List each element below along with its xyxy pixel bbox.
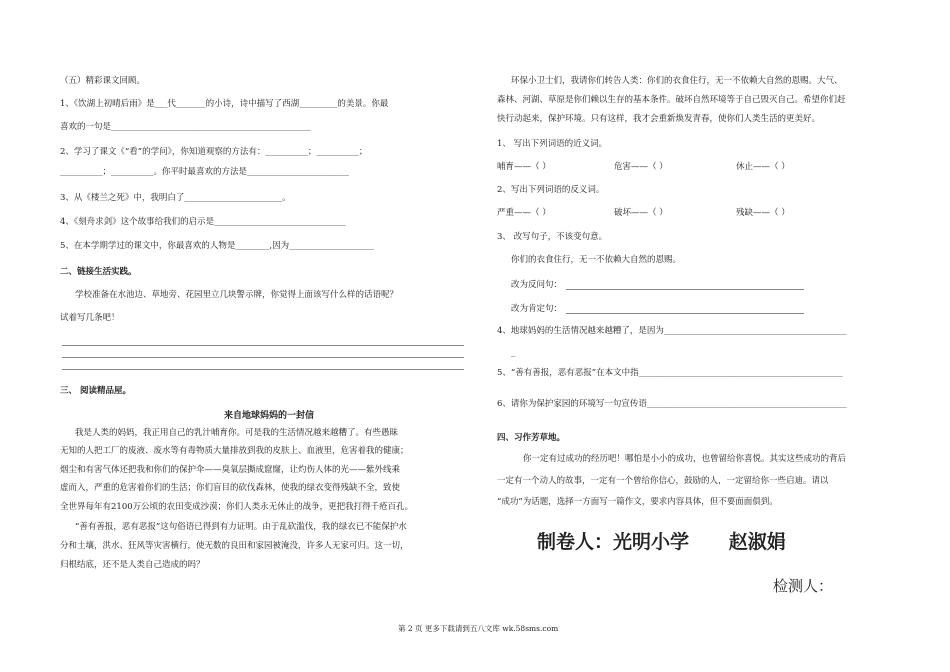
letter-line: 森林、河湖、草原是你们赖以生存的基本条件。破坏自然环境等于自己毁灭自己。希望你们赶 xyxy=(497,95,846,105)
rewrite-sentence: 你们的衣食住行，无一不依赖大自然的恩赐。 xyxy=(511,255,682,265)
synonym-item: 危害——（ ） xyxy=(614,162,668,172)
answer-line xyxy=(566,289,804,290)
section-four-heading: 四、习作芳草地。 xyxy=(497,433,566,443)
question-r3: 3、 改写句子，不该变句意。 xyxy=(497,232,608,242)
question-4: 4、《刻舟求剑》这个故事给我们的启示是_______________________________ xyxy=(60,217,346,227)
checker-label: 检测人： xyxy=(773,577,834,595)
article-line: 无知的人把工厂的废液、废水等有毒物质大量排放到我的皮肤上、血液里，危害着我的健康； xyxy=(60,446,409,456)
antonym-item: 残缺——（ ） xyxy=(736,208,790,218)
question-1-cont: 喜欢的一句是_______________________________________________ xyxy=(60,122,311,132)
section-two-prompt: 学校准备在水池边、草地旁、花园里立几块警示牌，你觉得上面该写什么样的话语呢？ xyxy=(75,290,399,300)
question-3: 3、从《楼兰之死》中，我明白了_______________________。 xyxy=(60,193,291,203)
letter-line: 快行动起来，保护环境。只有这样，我才会重新焕发青春，使你们人类生活的更美好。 xyxy=(497,114,821,124)
question-1: 1、《饮湖上初晴后雨》是___代_______的小诗，诗中描写了西湖_________的美景。你最 xyxy=(60,99,389,109)
section-two-prompt-cont: 试着写几条吧！ xyxy=(60,313,120,323)
answer-line xyxy=(62,369,464,370)
antonym-item: 破坏——（ ） xyxy=(614,208,668,218)
synonym-item: 哺育——（ ） xyxy=(497,162,551,172)
article-line: 全世界每年有2100万公顷的农田变成沙漠；你们人类永无休止的战争，更把我打得千疮百孔。 xyxy=(60,502,414,512)
section-three-heading: 三、 阅读精品屋。 xyxy=(60,386,131,396)
article-line: 归根结底，还不是人类自己造成的吗？ xyxy=(60,560,205,570)
rewrite-affirmative-label: 改为肯定句： xyxy=(511,304,563,314)
question-r2: 2、写出下列词语的反义词。 xyxy=(497,185,605,195)
question-r6: 6、请你为保护家园的环境写一句宣传语_______________________________________________ xyxy=(497,399,847,409)
article-line: 烟尘和有害气体还把我和你们的保护伞——臭氧层撕成窟窿，让灼伤人体的光——紫外线乘 xyxy=(60,465,401,475)
section-five-heading: （五）精彩课文回顾。 xyxy=(60,76,146,86)
composition-line: 你一定有过成功的经历吧！哪怕是小小的成功，也曾留给你喜悦。其实这些成功的背后 xyxy=(523,454,847,464)
letter-line: 环保小卫士们，我请你们转告人类：你们的衣食住行，无一不依赖大自然的恩赐。大气、 xyxy=(511,76,843,86)
question-5: 5、在本学期学过的课文中，你最喜欢的人物是________,因为____________________ xyxy=(60,241,375,251)
article-title: 来自地球妈妈的一封信 xyxy=(224,411,315,421)
answer-line xyxy=(62,357,464,358)
question-2: 2、学习了课文《“看”的学问》，你知道观察的方法有：__________；__________； xyxy=(60,147,368,157)
article-line: “善有善报，恶有恶报”这句俗语已得到有力证明。由于乱砍滥伐，我的绿衣已不能保护水 xyxy=(75,522,407,532)
paper-maker: 制卷人：光明小学 赵淑娟 xyxy=(537,531,786,553)
synonym-item: 休止——（ ） xyxy=(736,162,790,172)
question-r5: 5、“善有善报，恶有恶报”在本文中指________________________________________________ xyxy=(497,368,843,378)
question-r4: 4、地球妈妈的生活情况越来越糟了，是因为___________________________________________ xyxy=(497,326,847,336)
composition-line: 一定有一个动人的故事，一定有一个曾给你信心，鼓励的人，一定留给你一些启迪。请以 xyxy=(497,476,829,486)
rewrite-rhetorical-label: 改为反问句： xyxy=(511,280,563,290)
antonym-item: 严重——（ ） xyxy=(497,208,551,218)
question-2-cont: __________；__________。你平时最喜欢的方法是________________________ xyxy=(60,167,350,177)
article-line: 虚而入，严重的危害着你们的生活；你们盲目的砍伐森林，使我的绿衣变得残缺不全，致使 xyxy=(60,483,401,493)
answer-line xyxy=(566,313,804,314)
question-r1: 1、 写出下列词语的近义词。 xyxy=(497,139,608,149)
article-line: 我是人类的妈妈，我正用自己的乳汁哺育你。可是我的生活情况越来越糟了。有些愚昧 xyxy=(75,428,399,438)
composition-line: “成功”为话题，选择一方面写一篇作文，要求内容具体，但不要面面俱到。 xyxy=(497,497,778,507)
question-r4-cont: _ xyxy=(511,348,516,358)
section-two-heading: 二、链接生活实践。 xyxy=(60,267,137,277)
page-footer: 第 2 页 更多下载请到五八文库 wk.58sms.com xyxy=(398,624,559,633)
answer-line xyxy=(62,345,464,346)
article-line: 分和土壤，洪水、狂风等灾害横行，使无数的良田和家园被淹没，许多人无家可归。这一切， xyxy=(60,541,409,551)
